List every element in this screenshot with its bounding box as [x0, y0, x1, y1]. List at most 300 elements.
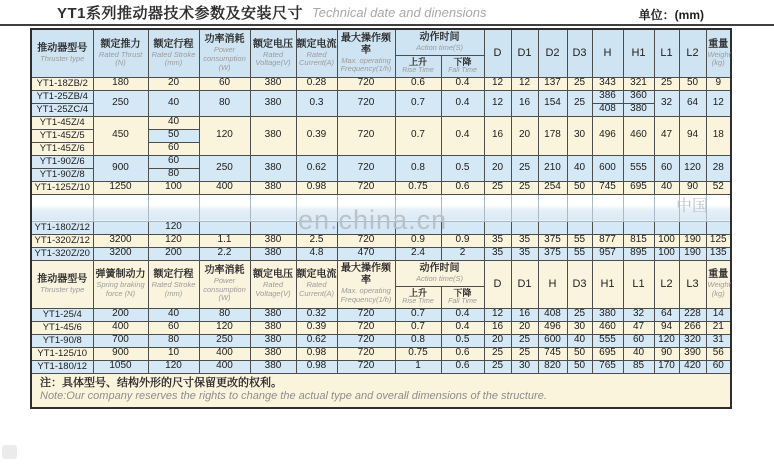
table-row	[31, 308, 731, 321]
model-cell: YT1-125/10	[31, 347, 93, 360]
spec-cell: 120	[199, 321, 250, 334]
spec-cell: 50	[567, 347, 592, 360]
spec-cell: 720	[337, 234, 395, 247]
column-header-1	[93, 260, 148, 308]
spec-cell: 0.62	[296, 155, 337, 181]
spec-cell	[623, 221, 654, 234]
column-header-h1: H1	[623, 29, 654, 77]
model-cell: YT1-45Z/4	[31, 116, 93, 129]
model-cell: YT1-25ZC/4	[31, 103, 93, 116]
spec-cell: 20	[484, 334, 511, 347]
spec-cell: 555	[623, 155, 654, 181]
spec-cell: 957	[592, 247, 623, 260]
spec-cell: 120	[148, 234, 199, 247]
spec-cell: 343	[592, 77, 623, 90]
spec-cell: 31	[706, 334, 731, 347]
column-header-action-time-cn: 动作时间	[419, 262, 460, 274]
spec-cell: 408	[592, 103, 623, 116]
spec-cell: 0.9	[441, 234, 484, 247]
spec-cell	[511, 194, 538, 221]
spec-cell: 25	[567, 90, 592, 116]
spec-cell: 720	[337, 334, 395, 347]
column-header-0-cn: 推动器型号	[37, 273, 88, 285]
spec-cell: 600	[592, 155, 623, 181]
spec-cell: 25	[567, 308, 592, 321]
spec-cell: 50	[567, 360, 592, 373]
spec-cell: 380	[623, 103, 654, 116]
spec-cell: 400	[199, 347, 250, 360]
column-header-0-en: Thruster type	[40, 284, 85, 294]
spec-cell: 12	[484, 90, 511, 116]
spec-cell: 0.3	[296, 90, 337, 116]
spec-cell: 0.39	[296, 321, 337, 334]
spec-cell: 16	[511, 308, 538, 321]
spec-cell: 0.8	[395, 155, 441, 181]
spec-cell: 85	[623, 360, 654, 373]
spec-cell: 35	[484, 234, 511, 247]
column-header-action-time	[395, 29, 484, 55]
column-header-fall-time-cn: 下降	[453, 287, 472, 298]
column-header-weight	[706, 29, 731, 77]
table-row	[31, 116, 731, 129]
spec-cell: 52	[706, 181, 731, 194]
spec-cell: 555	[592, 334, 623, 347]
column-header-2-cn: 额定行程	[153, 38, 194, 50]
spec-cell: 1.1	[199, 234, 250, 247]
column-header-2	[148, 29, 199, 77]
spec-cell: 0.4	[441, 116, 484, 155]
column-header-fall-time	[441, 286, 484, 308]
spec-cell: 16	[484, 321, 511, 334]
spec-cell: 0.98	[296, 360, 337, 373]
spec-cell	[93, 194, 148, 221]
spec-cell: 765	[592, 360, 623, 373]
spec-cell: 90	[654, 347, 679, 360]
spec-cell: 250	[199, 334, 250, 347]
spec-cell: 380	[250, 181, 296, 194]
spec-cell: 20	[511, 321, 538, 334]
column-header-rise-time-cn: 上升	[408, 287, 427, 298]
model-cell: YT1-25/4	[31, 308, 93, 321]
spec-cell: 360	[623, 90, 654, 103]
spec-cell: 820	[538, 360, 567, 373]
spec-cell: 12	[511, 77, 538, 90]
column-header-6-cn: 最大操作频率	[341, 32, 391, 56]
header-row-top	[31, 29, 731, 55]
column-header-action-time	[395, 260, 484, 286]
column-header-action-time-en: Action time(S)	[415, 42, 464, 52]
column-header-d3: D3	[567, 260, 592, 308]
spec-cell: 0.4	[441, 90, 484, 116]
spec-cell: 25	[484, 181, 511, 194]
spec-cell: 80	[199, 90, 250, 116]
spec-cell: 895	[623, 247, 654, 260]
column-header-1-en: Rated Thrust (N)	[98, 49, 143, 68]
spec-cell: 135	[706, 247, 731, 260]
spec-cell: 25	[511, 334, 538, 347]
spec-cell	[441, 194, 484, 221]
column-header-rise-time-en: Rise Time	[402, 298, 434, 306]
spec-cell: 321	[623, 77, 654, 90]
column-header-0	[31, 260, 93, 308]
spec-cell: 25	[654, 77, 679, 90]
spec-cell: 60	[623, 334, 654, 347]
spec-cell: 47	[623, 321, 654, 334]
column-header-3	[199, 260, 250, 308]
spec-cell: 600	[538, 334, 567, 347]
note-text-cn: 注：具体型号、结构外形的尺寸保留更改的权利。	[40, 376, 282, 389]
table-row	[31, 247, 731, 260]
spec-cell: 40	[623, 347, 654, 360]
spec-cell: 380	[250, 247, 296, 260]
spec-cell: 154	[538, 90, 567, 116]
column-header-5-en: Rated Current(A)	[298, 280, 334, 298]
watermark: en.china.cn	[298, 205, 448, 235]
spec-cell: 55	[567, 234, 592, 247]
model-cell: YT1-320Z/20	[31, 247, 93, 260]
spec-cell: 56	[706, 347, 731, 360]
spec-cell: 60	[148, 155, 199, 168]
model-cell: YT1-45Z/5	[31, 129, 93, 142]
spec-cell: 720	[337, 90, 395, 116]
spec-cell: 32	[654, 90, 679, 116]
column-header-5	[296, 29, 337, 77]
spec-cell	[148, 194, 199, 221]
spec-cell: 375	[538, 247, 567, 260]
spec-cell: 0.6	[441, 347, 484, 360]
spec-cell: 40	[654, 181, 679, 194]
column-header-l2: L2	[654, 260, 679, 308]
spec-cell: 32	[623, 308, 654, 321]
spec-cell: 125	[706, 234, 731, 247]
spec-cell: 0.8	[395, 334, 441, 347]
spec-cell: 2.2	[199, 247, 250, 260]
spec-cell: 137	[538, 77, 567, 90]
column-header-rise-time	[395, 55, 441, 77]
spec-cell: 700	[93, 334, 148, 347]
spec-cell: 50	[567, 181, 592, 194]
column-header-5	[296, 260, 337, 308]
spec-cell: 720	[337, 347, 395, 360]
spec-cell: 0.9	[395, 234, 441, 247]
spec-cell: 30	[511, 360, 538, 373]
table-row	[31, 77, 731, 90]
column-header-2-en: Rated Stroke (mm)	[151, 49, 196, 68]
spec-cell: 380	[250, 155, 296, 181]
column-header-0	[31, 29, 93, 77]
spec-cell: 100	[654, 247, 679, 260]
spec-cell: 47	[654, 116, 679, 155]
column-header-rise-time	[395, 286, 441, 308]
spec-cell: 390	[679, 347, 706, 360]
spec-cell: 210	[538, 155, 567, 181]
spec-cell	[250, 194, 296, 221]
column-header-4-cn: 额定电压	[253, 38, 293, 50]
spec-cell: 720	[337, 308, 395, 321]
column-header-3-cn: 功率消耗	[204, 34, 245, 46]
spec-cell: 720	[337, 155, 395, 181]
column-header-weight-en: Weight (kg)	[707, 49, 731, 68]
spec-cell	[592, 194, 623, 221]
spec-cell: 4.8	[296, 247, 337, 260]
column-header-l3: L3	[679, 260, 706, 308]
spec-cell: 745	[592, 181, 623, 194]
spec-cell: 120	[199, 116, 250, 155]
spec-cell: 200	[148, 247, 199, 260]
column-header-4-en: Rated Voltage(V)	[255, 49, 291, 68]
page-title-cn: YT1系列推动器技术参数及安装尺寸	[57, 4, 304, 22]
spec-cell: 400	[199, 181, 250, 194]
spec-cell: 720	[337, 116, 395, 155]
spec-cell: 21	[706, 321, 731, 334]
spec-cell: 35	[484, 247, 511, 260]
column-header-fall-time-en: Fall Time	[448, 298, 477, 306]
spec-cell: 0.98	[296, 347, 337, 360]
spec-cell: 266	[679, 321, 706, 334]
spec-cell: 120	[148, 221, 199, 234]
spec-cell: 28	[706, 155, 731, 181]
spec-cell: 0.98	[296, 181, 337, 194]
spec-cell: 94	[654, 321, 679, 334]
column-header-4-en: Rated Voltage(V)	[255, 280, 291, 298]
spec-cell: 695	[592, 347, 623, 360]
spec-cell: 0.39	[296, 116, 337, 155]
column-header-3-cn: 功率消耗	[204, 265, 245, 277]
spec-cell: 200	[93, 308, 148, 321]
spec-cell	[623, 194, 654, 221]
spec-cell: 1050	[93, 360, 148, 373]
spec-cell: 80	[199, 308, 250, 321]
spec-cell: 380	[250, 347, 296, 360]
spec-cell: 20	[148, 77, 199, 90]
spec-cell: 30	[567, 116, 592, 155]
spec-cell: 12	[484, 77, 511, 90]
column-header-6-en: Max. operating Frequency(1/h)	[340, 286, 392, 304]
spec-cell: 0.75	[395, 347, 441, 360]
column-header-4	[250, 260, 296, 308]
spec-cell: 40	[567, 155, 592, 181]
spec-cell: 254	[538, 181, 567, 194]
spec-cell: 2.4	[395, 247, 441, 260]
spec-cell: 0.7	[395, 116, 441, 155]
spec-cell: 0.75	[395, 181, 441, 194]
model-cell: YT1-45/6	[31, 321, 93, 334]
spec-cell: 3200	[93, 234, 148, 247]
spec-cell: 12	[484, 308, 511, 321]
spec-cell: 380	[250, 334, 296, 347]
spec-cell: 0.5	[441, 155, 484, 181]
spec-cell: 720	[337, 77, 395, 90]
spec-cell: 12	[706, 90, 731, 116]
spec-cell: 14	[706, 308, 731, 321]
table-row	[31, 347, 731, 360]
spec-cell	[592, 221, 623, 234]
column-header-1	[93, 29, 148, 77]
spec-cell	[199, 221, 250, 234]
column-header-6	[337, 29, 395, 77]
column-header-6-en: Max. operating Frequency(1/h)	[340, 55, 392, 74]
column-header-l1: L1	[623, 260, 654, 308]
column-header-5-en: Rated Current(A)	[298, 49, 334, 68]
spec-cell: 380	[250, 360, 296, 373]
spec-cell: 1	[395, 360, 441, 373]
spec-cell: 50	[679, 77, 706, 90]
column-header-d1: D1	[511, 260, 538, 308]
column-header-weight-cn: 重量	[708, 38, 729, 50]
header-row-top	[31, 260, 731, 286]
column-header-0-en: Thruster type	[40, 53, 85, 63]
spec-cell: 408	[538, 308, 567, 321]
spec-cell	[484, 194, 511, 221]
spec-cell: 0.4	[441, 77, 484, 90]
spec-cell: 90	[679, 181, 706, 194]
spec-cell: 20	[511, 116, 538, 155]
column-header-d3: D3	[567, 29, 592, 77]
model-cell: YT1-90/8	[31, 334, 93, 347]
column-header-fall-time-en: Fall Time	[448, 67, 477, 75]
spec-cell: 0.7	[395, 90, 441, 116]
spec-cell: 900	[93, 347, 148, 360]
column-header-rise-time-cn: 上升	[408, 56, 427, 67]
column-header-1-en: Spring braking force (N)	[96, 280, 145, 298]
spec-cell	[706, 221, 731, 234]
spec-cell	[484, 221, 511, 234]
spec-cell: 16	[484, 116, 511, 155]
column-header-6	[337, 260, 395, 308]
spec-cell	[679, 221, 706, 234]
spec-cell	[441, 221, 484, 234]
column-header-3-en: Power consumption (W)	[203, 276, 246, 303]
spec-cell: 400	[199, 360, 250, 373]
column-header-3-en: Power consumption (W)	[203, 45, 246, 72]
spec-cell: 815	[623, 234, 654, 247]
spec-cell: 380	[592, 308, 623, 321]
spec-cell: 60	[148, 142, 199, 155]
spec-cell: 1250	[93, 181, 148, 194]
spec-cell: 178	[538, 116, 567, 155]
spec-cell: 0.7	[395, 321, 441, 334]
spec-cell: 80	[148, 168, 199, 181]
spec-cell: 20	[484, 155, 511, 181]
spec-cell: 16	[511, 90, 538, 116]
spec-cell: 0.6	[441, 360, 484, 373]
column-header-action-time-en: Action time(S)	[415, 273, 464, 283]
spec-cell: 25	[511, 155, 538, 181]
spec-cell: 120	[148, 360, 199, 373]
spec-cell: 450	[93, 116, 148, 155]
column-header-d: D	[484, 29, 511, 77]
spec-cell: 720	[337, 321, 395, 334]
spec-cell: 180	[93, 77, 148, 90]
spec-cell: 496	[538, 321, 567, 334]
column-header-d: D	[484, 260, 511, 308]
spec-cell: 30	[567, 321, 592, 334]
column-header-fall-time	[441, 55, 484, 77]
spec-cell: 60	[706, 360, 731, 373]
spec-cell: 25	[511, 347, 538, 360]
spec-cell: 228	[679, 308, 706, 321]
spec-cell: 375	[538, 234, 567, 247]
column-header-action-time-cn: 动作时间	[419, 31, 460, 43]
spec-cell: 25	[567, 77, 592, 90]
spec-cell: 25	[484, 347, 511, 360]
spec-cell	[199, 194, 250, 221]
model-cell: YT1-90Z/6	[31, 155, 93, 168]
spec-cell: 250	[93, 90, 148, 116]
column-header-weight-cn: 重量	[708, 269, 729, 281]
spec-cell: 0.62	[296, 334, 337, 347]
spec-cell: 380	[250, 234, 296, 247]
spec-cell: 120	[679, 155, 706, 181]
model-cell: YT1-125Z/10	[31, 181, 93, 194]
column-header-5-cn: 额定电流	[296, 38, 337, 50]
spec-cell: 460	[592, 321, 623, 334]
note-text-en: Note:Our company reserves the rights to change the actual type and overall dimensions of the structure.	[40, 390, 547, 403]
column-header-2	[148, 260, 199, 308]
unit-label: 单位：(mm)	[638, 8, 704, 22]
spec-cell: 380	[250, 116, 296, 155]
table-row	[31, 155, 731, 168]
spec-cell: 3200	[93, 247, 148, 260]
spec-cell: 720	[337, 181, 395, 194]
spec-cell: 60	[148, 321, 199, 334]
table-row	[31, 321, 731, 334]
spec-cell: 80	[148, 334, 199, 347]
column-header-h1: H1	[592, 260, 623, 308]
column-header-h: H	[538, 260, 567, 308]
column-header-l2: L2	[679, 29, 706, 77]
spec-cell: 0.4	[441, 321, 484, 334]
model-cell: YT1-180/12	[31, 360, 93, 373]
column-header-d2: D2	[538, 29, 567, 77]
spec-cell: 380	[250, 308, 296, 321]
spec-cell: 877	[592, 234, 623, 247]
column-header-2-cn: 额定行程	[153, 269, 194, 281]
column-header-1-cn: 额定推力	[100, 38, 141, 50]
model-cell: YT1-45Z/6	[31, 142, 93, 155]
artifact-blob	[2, 445, 17, 459]
spec-cell: 18	[706, 116, 731, 155]
spec-cell	[654, 221, 679, 234]
spec-cell: 40	[567, 334, 592, 347]
spec-cell: 94	[679, 116, 706, 155]
spec-cell: 120	[654, 334, 679, 347]
model-cell: YT1-320Z/12	[31, 234, 93, 247]
spec-cell: 250	[199, 155, 250, 181]
spec-cell: 745	[538, 347, 567, 360]
column-header-fall-time-cn: 下降	[453, 56, 472, 67]
spec-cell: 0.6	[441, 181, 484, 194]
spec-cell: 0.7	[395, 308, 441, 321]
table-row	[31, 181, 731, 194]
spec-cell: 496	[592, 116, 623, 155]
spec-cell: 380	[250, 90, 296, 116]
column-header-h: H	[592, 29, 623, 77]
column-header-3	[199, 29, 250, 77]
spec-cell: 64	[654, 308, 679, 321]
spec-cell: 470	[337, 247, 395, 260]
column-header-6-cn: 最大操作频率	[341, 263, 391, 287]
spec-cell: 35	[511, 247, 538, 260]
spec-cell	[706, 194, 731, 221]
column-header-4	[250, 29, 296, 77]
column-header-weight	[706, 260, 731, 308]
spec-cell: 60	[654, 155, 679, 181]
spec-cell: 400	[93, 321, 148, 334]
spec-cell: 9	[706, 77, 731, 90]
spec-cell: 720	[337, 360, 395, 373]
spec-cell: 190	[679, 247, 706, 260]
